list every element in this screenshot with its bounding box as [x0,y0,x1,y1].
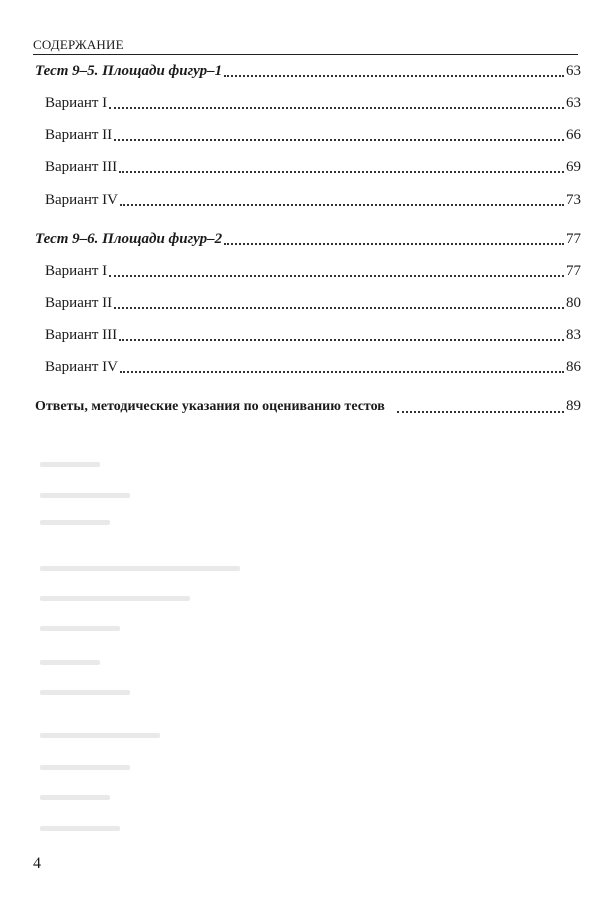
show-through-mark [40,826,120,831]
dot-leader [109,107,564,109]
dot-leader [120,204,564,206]
dot-leader [114,139,564,141]
toc-entry-label: Вариант II [45,295,113,311]
toc-page-number: 86 [566,359,581,375]
toc-entry[interactable] [45,191,581,209]
toc-page-number: 80 [566,295,581,311]
toc-section-heading[interactable] [35,62,581,80]
toc-entry-label: Вариант IV [45,192,119,208]
header-rule [33,54,578,55]
toc-answers-title: Ответы, методические указания по оцениванию тестов [35,399,385,414]
show-through-mark [40,626,120,631]
toc-page-number: 83 [566,327,581,343]
show-through-mark [40,795,110,800]
dot-leader [397,411,564,413]
show-through-mark [40,765,130,770]
toc-page-number: 63 [566,63,581,79]
dot-leader [224,75,564,77]
dot-leader [120,371,564,373]
toc-entry[interactable] [45,126,581,144]
toc-entry-label: Вариант III [45,327,118,343]
toc-page-number: 89 [566,398,581,414]
show-through-mark [40,566,240,571]
dot-leader [224,243,564,245]
toc-entry-label: Вариант I [45,263,108,279]
toc-entry[interactable] [45,94,581,112]
show-through-mark [40,493,130,498]
show-through-mark [40,660,100,665]
toc-entry[interactable] [45,294,581,312]
toc-entry-label: Вариант II [45,127,113,143]
toc-section-heading[interactable] [35,230,581,248]
page-number: 4 [33,855,41,872]
toc-page-number: 77 [566,263,581,279]
toc-page-number: 63 [566,95,581,111]
toc-entry[interactable] [45,326,581,344]
toc-entry[interactable] [45,358,581,376]
show-through-mark [40,690,130,695]
show-through-mark [40,520,110,525]
show-through-mark [40,596,190,601]
toc-entry[interactable] [45,158,581,176]
show-through-mark [40,462,100,467]
dot-leader [119,171,564,173]
toc-section-title: Тест 9–6. Площади фигур–2 [35,231,223,247]
toc-section-title: Тест 9–5. Площади фигур–1 [35,63,223,79]
toc-page-number: 73 [566,192,581,208]
show-through-mark [40,733,160,738]
toc-page-number: 66 [566,127,581,143]
dot-leader [114,307,564,309]
dot-leader [109,275,564,277]
toc-entry-label: Вариант IV [45,359,119,375]
toc-entry[interactable] [45,262,581,280]
dot-leader [119,339,564,341]
toc-entry-label: Вариант III [45,159,118,175]
toc-page-number: 69 [566,159,581,175]
toc-page-number: 77 [566,231,581,247]
toc-answers-entry[interactable] [35,397,581,416]
toc-entry-label: Вариант I [45,95,108,111]
running-header: СОДЕРЖАНИЕ [33,37,124,52]
